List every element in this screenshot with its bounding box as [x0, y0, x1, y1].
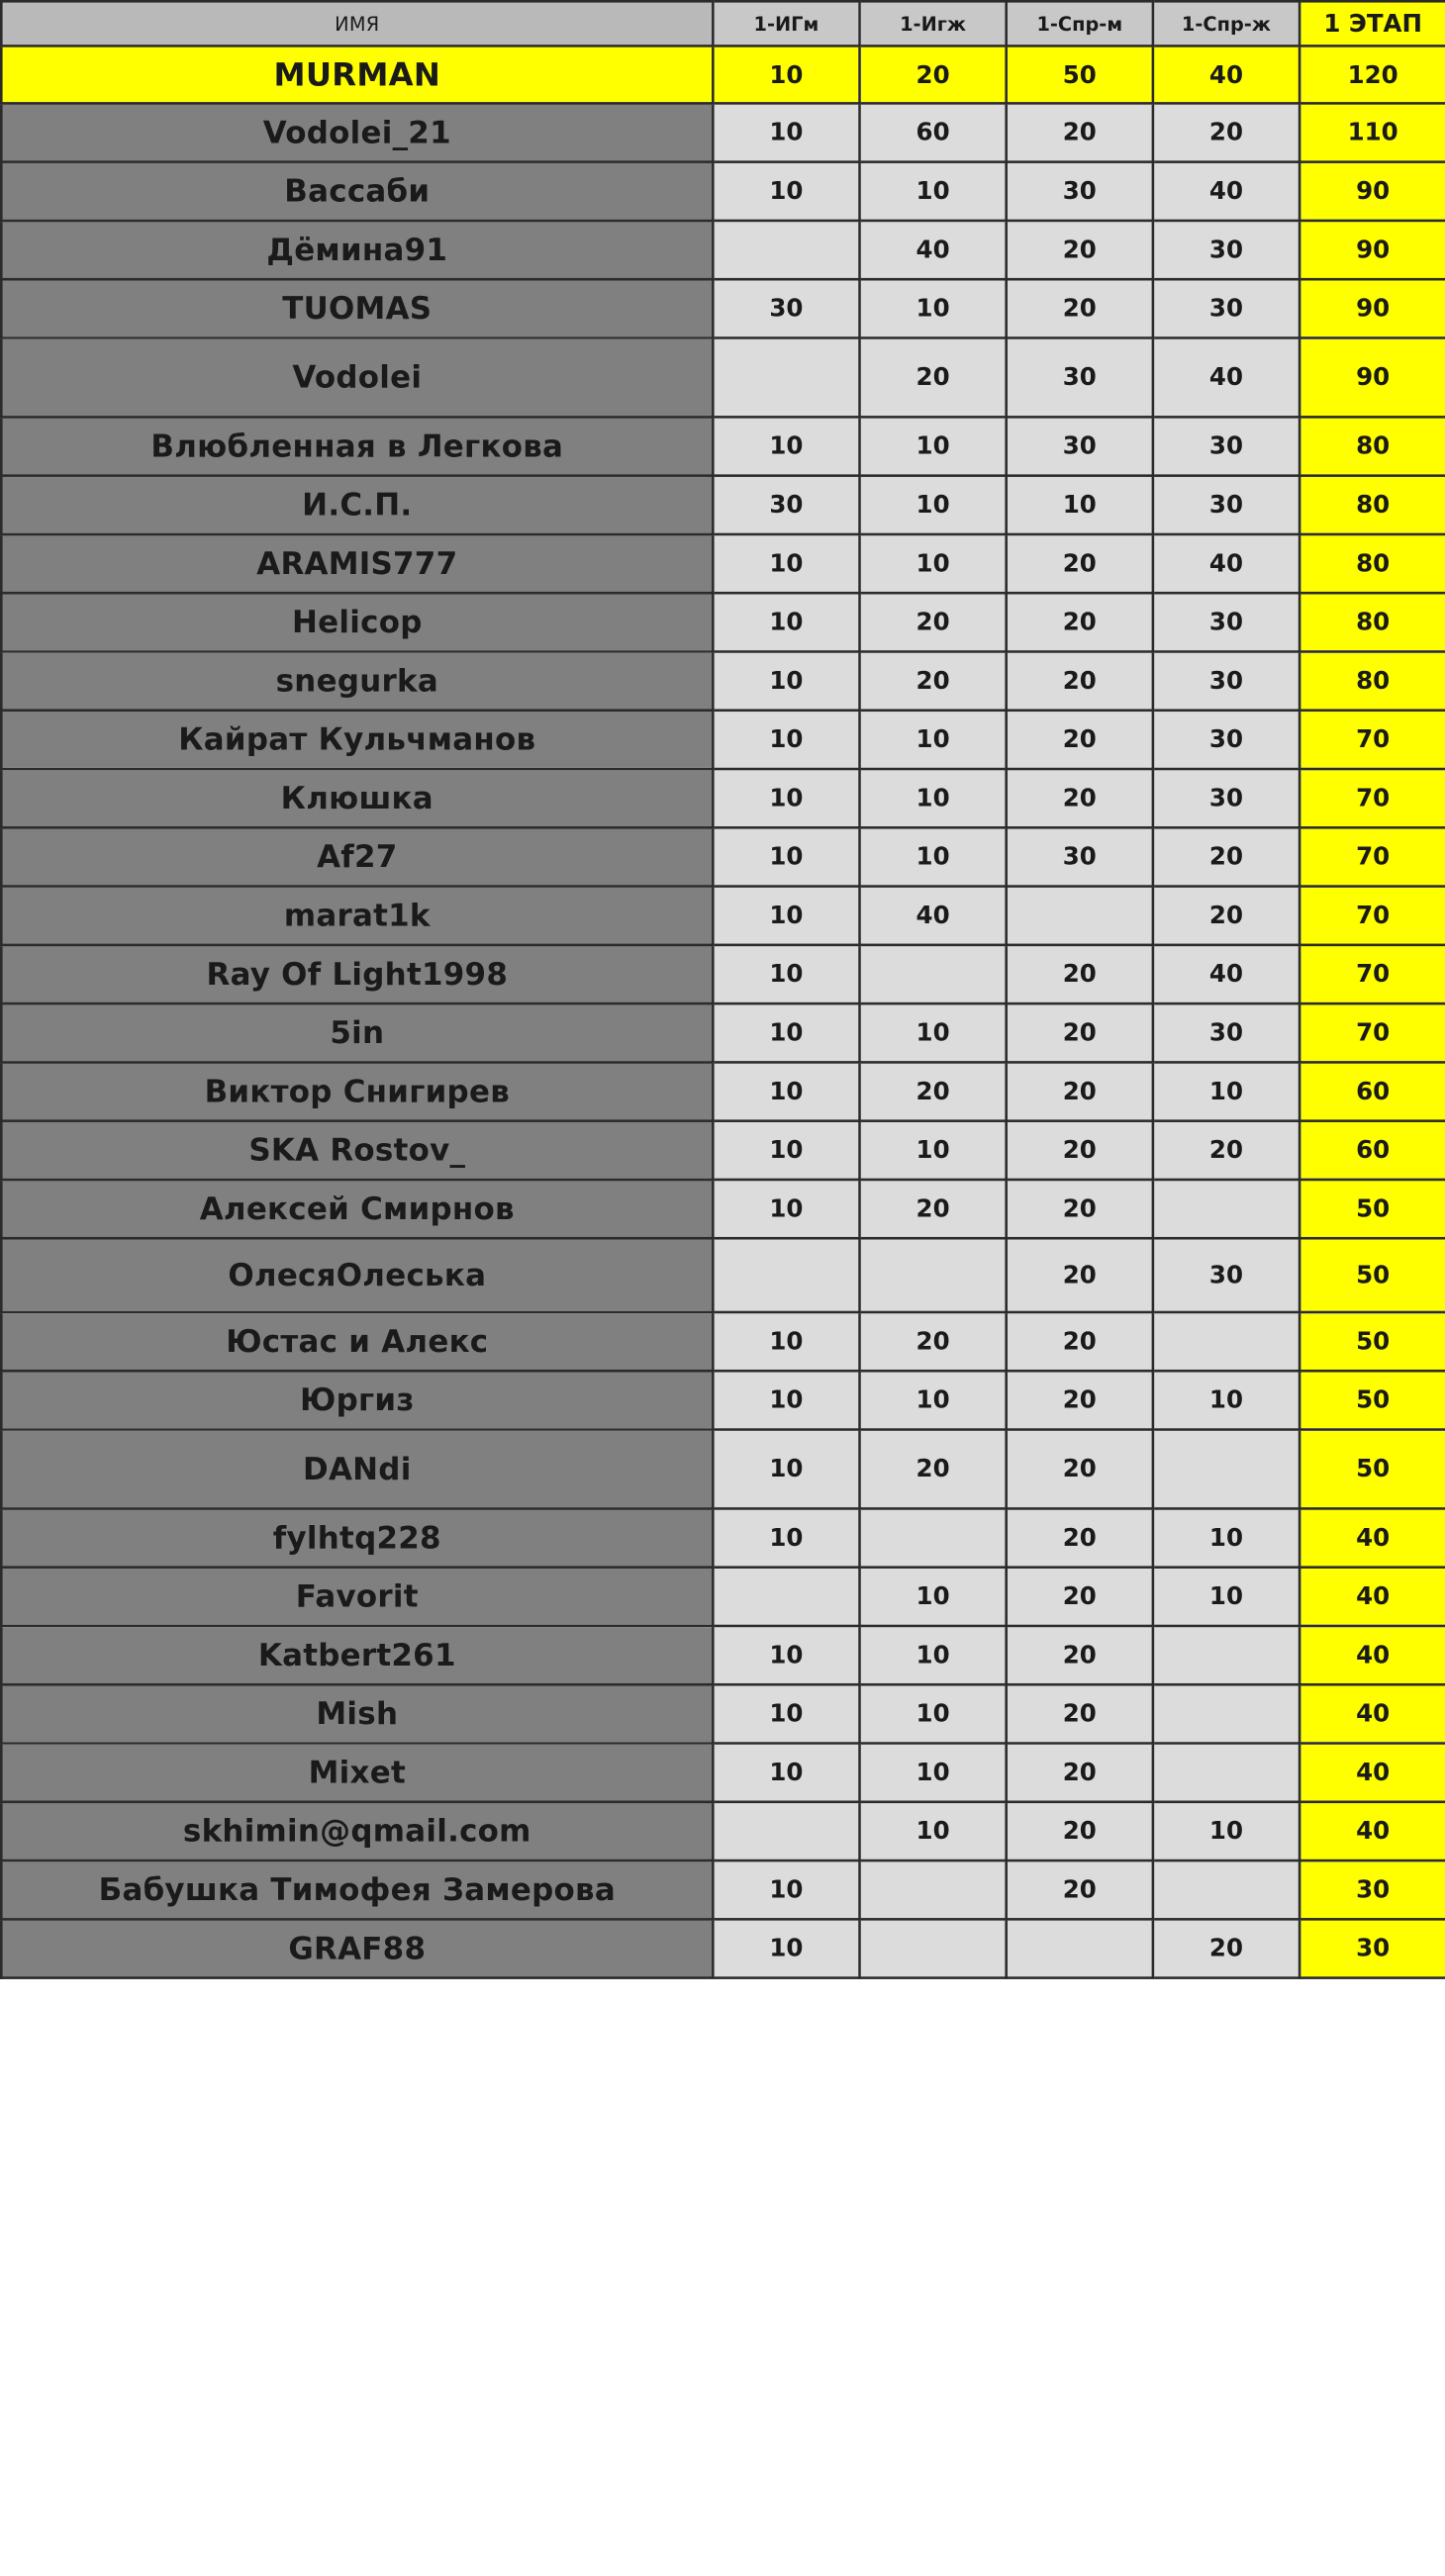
score-ig-zh: 20 [860, 1062, 1007, 1120]
table-row [1, 945, 1445, 1003]
player-name: Favorit [1, 1568, 713, 1626]
score-ig-m: 10 [713, 46, 859, 103]
stage-total: 80 [1300, 534, 1445, 593]
player-name: Vodolei [1, 337, 713, 417]
stage-total: 90 [1300, 337, 1445, 417]
table-row [1, 1371, 1445, 1429]
stage-total: 80 [1300, 417, 1445, 475]
player-name: Юргиз [1, 1371, 713, 1429]
score-spr-m: 20 [1007, 1371, 1153, 1429]
score-ig-zh: 10 [860, 1568, 1007, 1626]
score-ig-zh: 20 [860, 593, 1007, 651]
header-name: ИМЯ [1, 1, 713, 46]
stage-total: 50 [1300, 1238, 1445, 1312]
score-ig-m: 10 [713, 827, 859, 886]
player-name: GRAF88 [1, 1919, 713, 1977]
score-spr-zh: 20 [1153, 1919, 1300, 1977]
score-ig-m: 10 [713, 534, 859, 593]
score-spr-m: 20 [1007, 279, 1153, 337]
player-name: SKA Rostov_ [1, 1121, 713, 1180]
score-spr-zh: 40 [1153, 337, 1300, 417]
player-name: Vodolei_21 [1, 103, 713, 161]
score-spr-zh: 30 [1153, 651, 1300, 710]
score-spr-m: 30 [1007, 337, 1153, 417]
score-ig-zh [860, 1919, 1007, 1977]
table-row [1, 1860, 1445, 1919]
score-spr-zh: 20 [1153, 103, 1300, 161]
stage-total: 60 [1300, 1121, 1445, 1180]
table-row [1, 221, 1445, 279]
player-name: Mish [1, 1684, 713, 1743]
score-spr-m: 30 [1007, 827, 1153, 886]
score-spr-zh: 30 [1153, 593, 1300, 651]
score-ig-zh [860, 1508, 1007, 1567]
stage-total: 30 [1300, 1860, 1445, 1919]
table-row [1, 1568, 1445, 1626]
score-ig-zh: 10 [860, 1003, 1007, 1062]
player-name: Клюшка [1, 769, 713, 827]
header-spr-m: 1-Спр-м [1007, 1, 1153, 46]
header-row [1, 1, 1445, 46]
stage-total: 110 [1300, 103, 1445, 161]
score-spr-zh: 30 [1153, 417, 1300, 475]
stage-total: 40 [1300, 1744, 1445, 1802]
stage-total: 70 [1300, 769, 1445, 827]
table-row [1, 1508, 1445, 1567]
table-row [1, 103, 1445, 161]
stage-total: 50 [1300, 1430, 1445, 1509]
score-ig-m: 10 [713, 769, 859, 827]
player-name: DANdi [1, 1430, 713, 1509]
stage-total: 80 [1300, 651, 1445, 710]
score-ig-zh: 10 [860, 534, 1007, 593]
header-spr-zh: 1-Спр-ж [1153, 1, 1300, 46]
score-spr-zh [1153, 1860, 1300, 1919]
score-ig-zh [860, 1238, 1007, 1312]
score-ig-zh: 10 [860, 1684, 1007, 1743]
player-name: Mixet [1, 1744, 713, 1802]
score-spr-m: 20 [1007, 1062, 1153, 1120]
score-spr-m: 20 [1007, 1568, 1153, 1626]
score-spr-zh: 30 [1153, 279, 1300, 337]
score-ig-zh [860, 1860, 1007, 1919]
score-ig-m [713, 1802, 859, 1860]
score-spr-m: 20 [1007, 1860, 1153, 1919]
stage-total: 70 [1300, 945, 1445, 1003]
table-row [1, 46, 1445, 103]
score-spr-m: 50 [1007, 46, 1153, 103]
score-spr-zh: 20 [1153, 887, 1300, 945]
table-row [1, 651, 1445, 710]
stage-total: 70 [1300, 1003, 1445, 1062]
score-spr-zh: 10 [1153, 1371, 1300, 1429]
score-ig-m: 10 [713, 1371, 859, 1429]
stage-total: 50 [1300, 1180, 1445, 1238]
score-ig-zh: 20 [860, 651, 1007, 710]
score-spr-m: 20 [1007, 1430, 1153, 1509]
score-spr-m: 20 [1007, 593, 1153, 651]
stage-total: 50 [1300, 1312, 1445, 1371]
table-row [1, 1744, 1445, 1802]
score-spr-zh [1153, 1744, 1300, 1802]
score-ig-m: 10 [713, 1860, 859, 1919]
stage-total: 90 [1300, 221, 1445, 279]
player-name: Ray Of Light1998 [1, 945, 713, 1003]
player-name: Алексей Смирнов [1, 1180, 713, 1238]
stage-total: 40 [1300, 1508, 1445, 1567]
score-ig-zh: 20 [860, 46, 1007, 103]
table-row [1, 417, 1445, 475]
table-row [1, 534, 1445, 593]
results-table-body [1, 1, 1445, 1977]
stage-total: 70 [1300, 827, 1445, 886]
score-spr-zh: 40 [1153, 945, 1300, 1003]
table-row [1, 279, 1445, 337]
stage-total: 40 [1300, 1568, 1445, 1626]
table-row [1, 476, 1445, 534]
score-ig-m: 10 [713, 1626, 859, 1684]
score-spr-m: 20 [1007, 1802, 1153, 1860]
score-spr-m [1007, 887, 1153, 945]
score-ig-m: 10 [713, 1003, 859, 1062]
score-ig-m: 10 [713, 1312, 859, 1371]
score-ig-m: 30 [713, 279, 859, 337]
player-name: Бабушка Тимофея Замерова [1, 1860, 713, 1919]
score-ig-m: 10 [713, 887, 859, 945]
score-ig-zh: 20 [860, 337, 1007, 417]
player-name: skhimin@qmail.com [1, 1802, 713, 1860]
score-spr-zh [1153, 1626, 1300, 1684]
table-row [1, 887, 1445, 945]
score-spr-m: 20 [1007, 534, 1153, 593]
stage-total: 50 [1300, 1371, 1445, 1429]
score-ig-zh: 10 [860, 1121, 1007, 1180]
stage-total: 30 [1300, 1919, 1445, 1977]
score-spr-zh: 10 [1153, 1802, 1300, 1860]
score-spr-m: 30 [1007, 417, 1153, 475]
score-ig-m: 10 [713, 1062, 859, 1120]
table-row [1, 711, 1445, 769]
score-ig-m [713, 1238, 859, 1312]
table-row [1, 1312, 1445, 1371]
score-ig-zh: 10 [860, 1744, 1007, 1802]
score-ig-zh: 40 [860, 887, 1007, 945]
score-spr-zh: 40 [1153, 46, 1300, 103]
stage-total: 60 [1300, 1062, 1445, 1120]
score-ig-zh: 20 [860, 1312, 1007, 1371]
score-spr-m: 20 [1007, 1312, 1153, 1371]
player-name: fylhtq228 [1, 1508, 713, 1567]
table-row [1, 1238, 1445, 1312]
score-ig-m: 10 [713, 103, 859, 161]
score-ig-m: 30 [713, 476, 859, 534]
score-spr-zh [1153, 1180, 1300, 1238]
score-ig-zh: 20 [860, 1180, 1007, 1238]
table-row [1, 769, 1445, 827]
stage-total: 40 [1300, 1684, 1445, 1743]
player-name: Katbert261 [1, 1626, 713, 1684]
score-ig-m: 10 [713, 1684, 859, 1743]
score-ig-zh: 10 [860, 827, 1007, 886]
stage-total: 70 [1300, 711, 1445, 769]
score-ig-m: 10 [713, 1180, 859, 1238]
score-spr-zh: 20 [1153, 1121, 1300, 1180]
score-spr-zh: 10 [1153, 1508, 1300, 1567]
player-name: Helicop [1, 593, 713, 651]
score-spr-zh: 20 [1153, 827, 1300, 886]
score-spr-m: 20 [1007, 945, 1153, 1003]
score-ig-zh: 10 [860, 476, 1007, 534]
score-spr-m: 20 [1007, 1508, 1153, 1567]
player-name: Af27 [1, 827, 713, 886]
player-name: Вассаби [1, 162, 713, 221]
table-row [1, 162, 1445, 221]
stage-total: 120 [1300, 46, 1445, 103]
score-ig-m: 10 [713, 1121, 859, 1180]
player-name: ОлесяОлеська [1, 1238, 713, 1312]
score-spr-zh: 40 [1153, 162, 1300, 221]
header-stage-total: 1 ЭТАП [1300, 1, 1445, 46]
score-ig-zh: 10 [860, 417, 1007, 475]
player-name: snegurka [1, 651, 713, 710]
score-ig-zh: 20 [860, 1430, 1007, 1509]
table-row [1, 1802, 1445, 1860]
player-name: Кайрат Кульчманов [1, 711, 713, 769]
score-spr-zh: 30 [1153, 221, 1300, 279]
score-spr-zh: 30 [1153, 476, 1300, 534]
score-ig-m [713, 221, 859, 279]
score-spr-m: 20 [1007, 1744, 1153, 1802]
score-spr-m: 20 [1007, 1121, 1153, 1180]
score-ig-zh: 10 [860, 711, 1007, 769]
header-ig-zh: 1-Игж [860, 1, 1007, 46]
score-spr-m: 20 [1007, 1684, 1153, 1743]
score-ig-zh: 10 [860, 162, 1007, 221]
score-ig-m: 10 [713, 651, 859, 710]
table-row [1, 1626, 1445, 1684]
score-ig-m: 10 [713, 593, 859, 651]
score-spr-m: 20 [1007, 1003, 1153, 1062]
score-spr-m: 20 [1007, 103, 1153, 161]
score-spr-m: 20 [1007, 1180, 1153, 1238]
score-spr-zh: 30 [1153, 1238, 1300, 1312]
score-spr-m: 20 [1007, 651, 1153, 710]
table-row [1, 593, 1445, 651]
player-name: Влюбленная в Легкова [1, 417, 713, 475]
score-spr-m: 20 [1007, 221, 1153, 279]
player-name: Дёмина91 [1, 221, 713, 279]
player-name: MURMAN [1, 46, 713, 103]
score-ig-zh: 10 [860, 1802, 1007, 1860]
score-ig-m: 10 [713, 711, 859, 769]
score-spr-m: 20 [1007, 711, 1153, 769]
score-ig-m: 10 [713, 417, 859, 475]
score-spr-zh [1153, 1684, 1300, 1743]
table-row [1, 1430, 1445, 1509]
table-row [1, 1684, 1445, 1743]
score-spr-zh [1153, 1312, 1300, 1371]
stage-total: 70 [1300, 887, 1445, 945]
score-ig-zh: 40 [860, 221, 1007, 279]
score-spr-m: 10 [1007, 476, 1153, 534]
table-row [1, 1919, 1445, 1977]
player-name: TUOMAS [1, 279, 713, 337]
score-spr-m: 20 [1007, 769, 1153, 827]
header-ig-m: 1-ИГм [713, 1, 859, 46]
score-ig-m [713, 337, 859, 417]
score-ig-zh: 10 [860, 279, 1007, 337]
stage-total: 80 [1300, 593, 1445, 651]
stage-total: 90 [1300, 279, 1445, 337]
table-row [1, 337, 1445, 417]
player-name: Юстас и Алекс [1, 1312, 713, 1371]
score-ig-m: 10 [713, 1430, 859, 1509]
score-ig-m [713, 1568, 859, 1626]
player-name: Виктор Снигирев [1, 1062, 713, 1120]
score-ig-zh: 10 [860, 769, 1007, 827]
score-spr-zh: 30 [1153, 711, 1300, 769]
score-ig-m: 10 [713, 1919, 859, 1977]
table-row [1, 1180, 1445, 1238]
player-name: И.С.П. [1, 476, 713, 534]
score-spr-zh: 30 [1153, 1003, 1300, 1062]
table-row [1, 1062, 1445, 1120]
score-spr-zh: 10 [1153, 1062, 1300, 1120]
score-ig-zh: 60 [860, 103, 1007, 161]
stage-total: 40 [1300, 1626, 1445, 1684]
player-name: 5in [1, 1003, 713, 1062]
stage-total: 90 [1300, 162, 1445, 221]
player-name: ARAMIS777 [1, 534, 713, 593]
score-ig-m: 10 [713, 1508, 859, 1567]
score-spr-m: 30 [1007, 162, 1153, 221]
score-spr-m: 20 [1007, 1626, 1153, 1684]
score-spr-m [1007, 1919, 1153, 1977]
stage-total: 40 [1300, 1802, 1445, 1860]
stage-total: 80 [1300, 476, 1445, 534]
score-ig-zh: 10 [860, 1371, 1007, 1429]
table-row [1, 1121, 1445, 1180]
score-ig-m: 10 [713, 945, 859, 1003]
table-row [1, 1003, 1445, 1062]
score-spr-zh: 10 [1153, 1568, 1300, 1626]
player-name: marat1k [1, 887, 713, 945]
score-ig-zh [860, 945, 1007, 1003]
score-ig-m: 10 [713, 162, 859, 221]
table-row [1, 827, 1445, 886]
score-spr-m: 20 [1007, 1238, 1153, 1312]
score-spr-zh [1153, 1430, 1300, 1509]
score-spr-zh: 30 [1153, 769, 1300, 827]
score-ig-m: 10 [713, 1744, 859, 1802]
score-ig-zh: 10 [860, 1626, 1007, 1684]
score-spr-zh: 40 [1153, 534, 1300, 593]
